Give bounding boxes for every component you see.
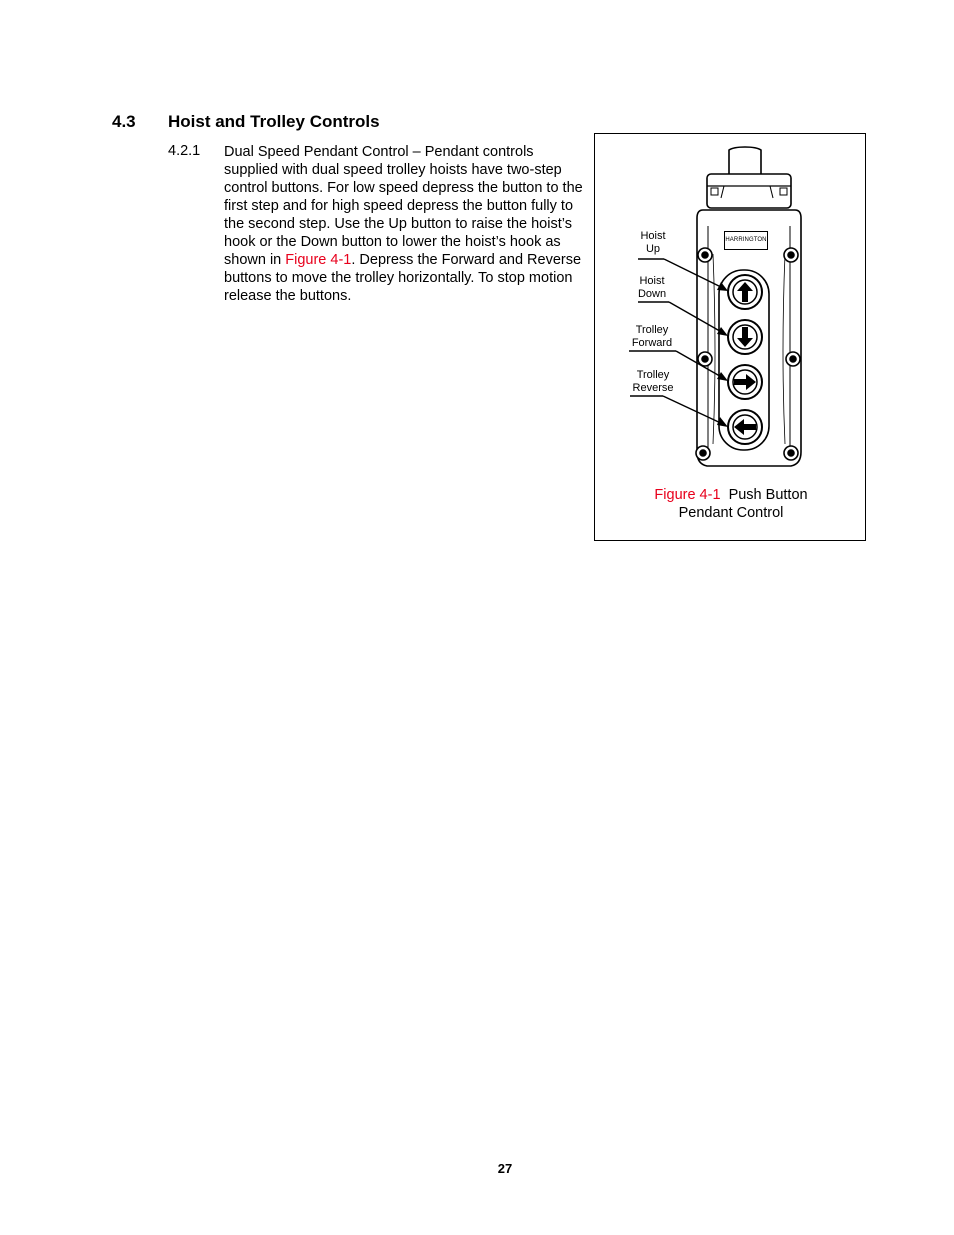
pendant-top-cap: [707, 174, 791, 208]
button-trolley-reverse: [728, 410, 762, 444]
page-number: 27: [497, 1161, 513, 1176]
button-hoist-up: [728, 275, 762, 309]
section-heading: [112, 112, 380, 132]
caption-line-1: Push Button: [720, 487, 808, 503]
button-hoist-down: [728, 320, 762, 354]
paragraph-number: 4.2.1: [168, 143, 201, 159]
caption-figure-ref: Figure 4-1: [654, 487, 721, 503]
label-hoist-up: Hoist Up: [640, 230, 666, 255]
caption-line-2: Pendant Control: [678, 505, 784, 521]
section-title: Hoist and Trolley Controls: [168, 112, 380, 131]
label-trolley-forward: Trolley Forward: [631, 324, 673, 349]
figure-reference-link[interactable]: Figure 4-1: [285, 252, 352, 268]
brand-label: HARRINGTON: [724, 231, 768, 250]
button-trolley-forward: [728, 365, 762, 399]
section-number: 4.3: [112, 112, 136, 131]
figure-caption: [595, 486, 867, 522]
pendant-illustration: [595, 134, 867, 484]
figure-4-1: [594, 133, 866, 541]
paragraph-text-before: Dual Speed Pendant Control – Pendant controls supplied with dual speed trolley hoists have two-step control buttons. For low speed depress the button to the first step and for high speed depress the button fully to the second step. Use the Up button to raise the hoist’s hook or the Down button to lower the hoist’s hook as shown in: [224, 144, 583, 268]
label-hoist-down: Hoist Down: [637, 275, 667, 300]
label-trolley-reverse: Trolley Reverse: [632, 369, 674, 394]
paragraph-text-after: . Depress the Forward and Reverse buttons to move the trolley horizontally. To stop motion release the buttons.: [224, 252, 582, 304]
paragraph-text: [224, 143, 584, 305]
